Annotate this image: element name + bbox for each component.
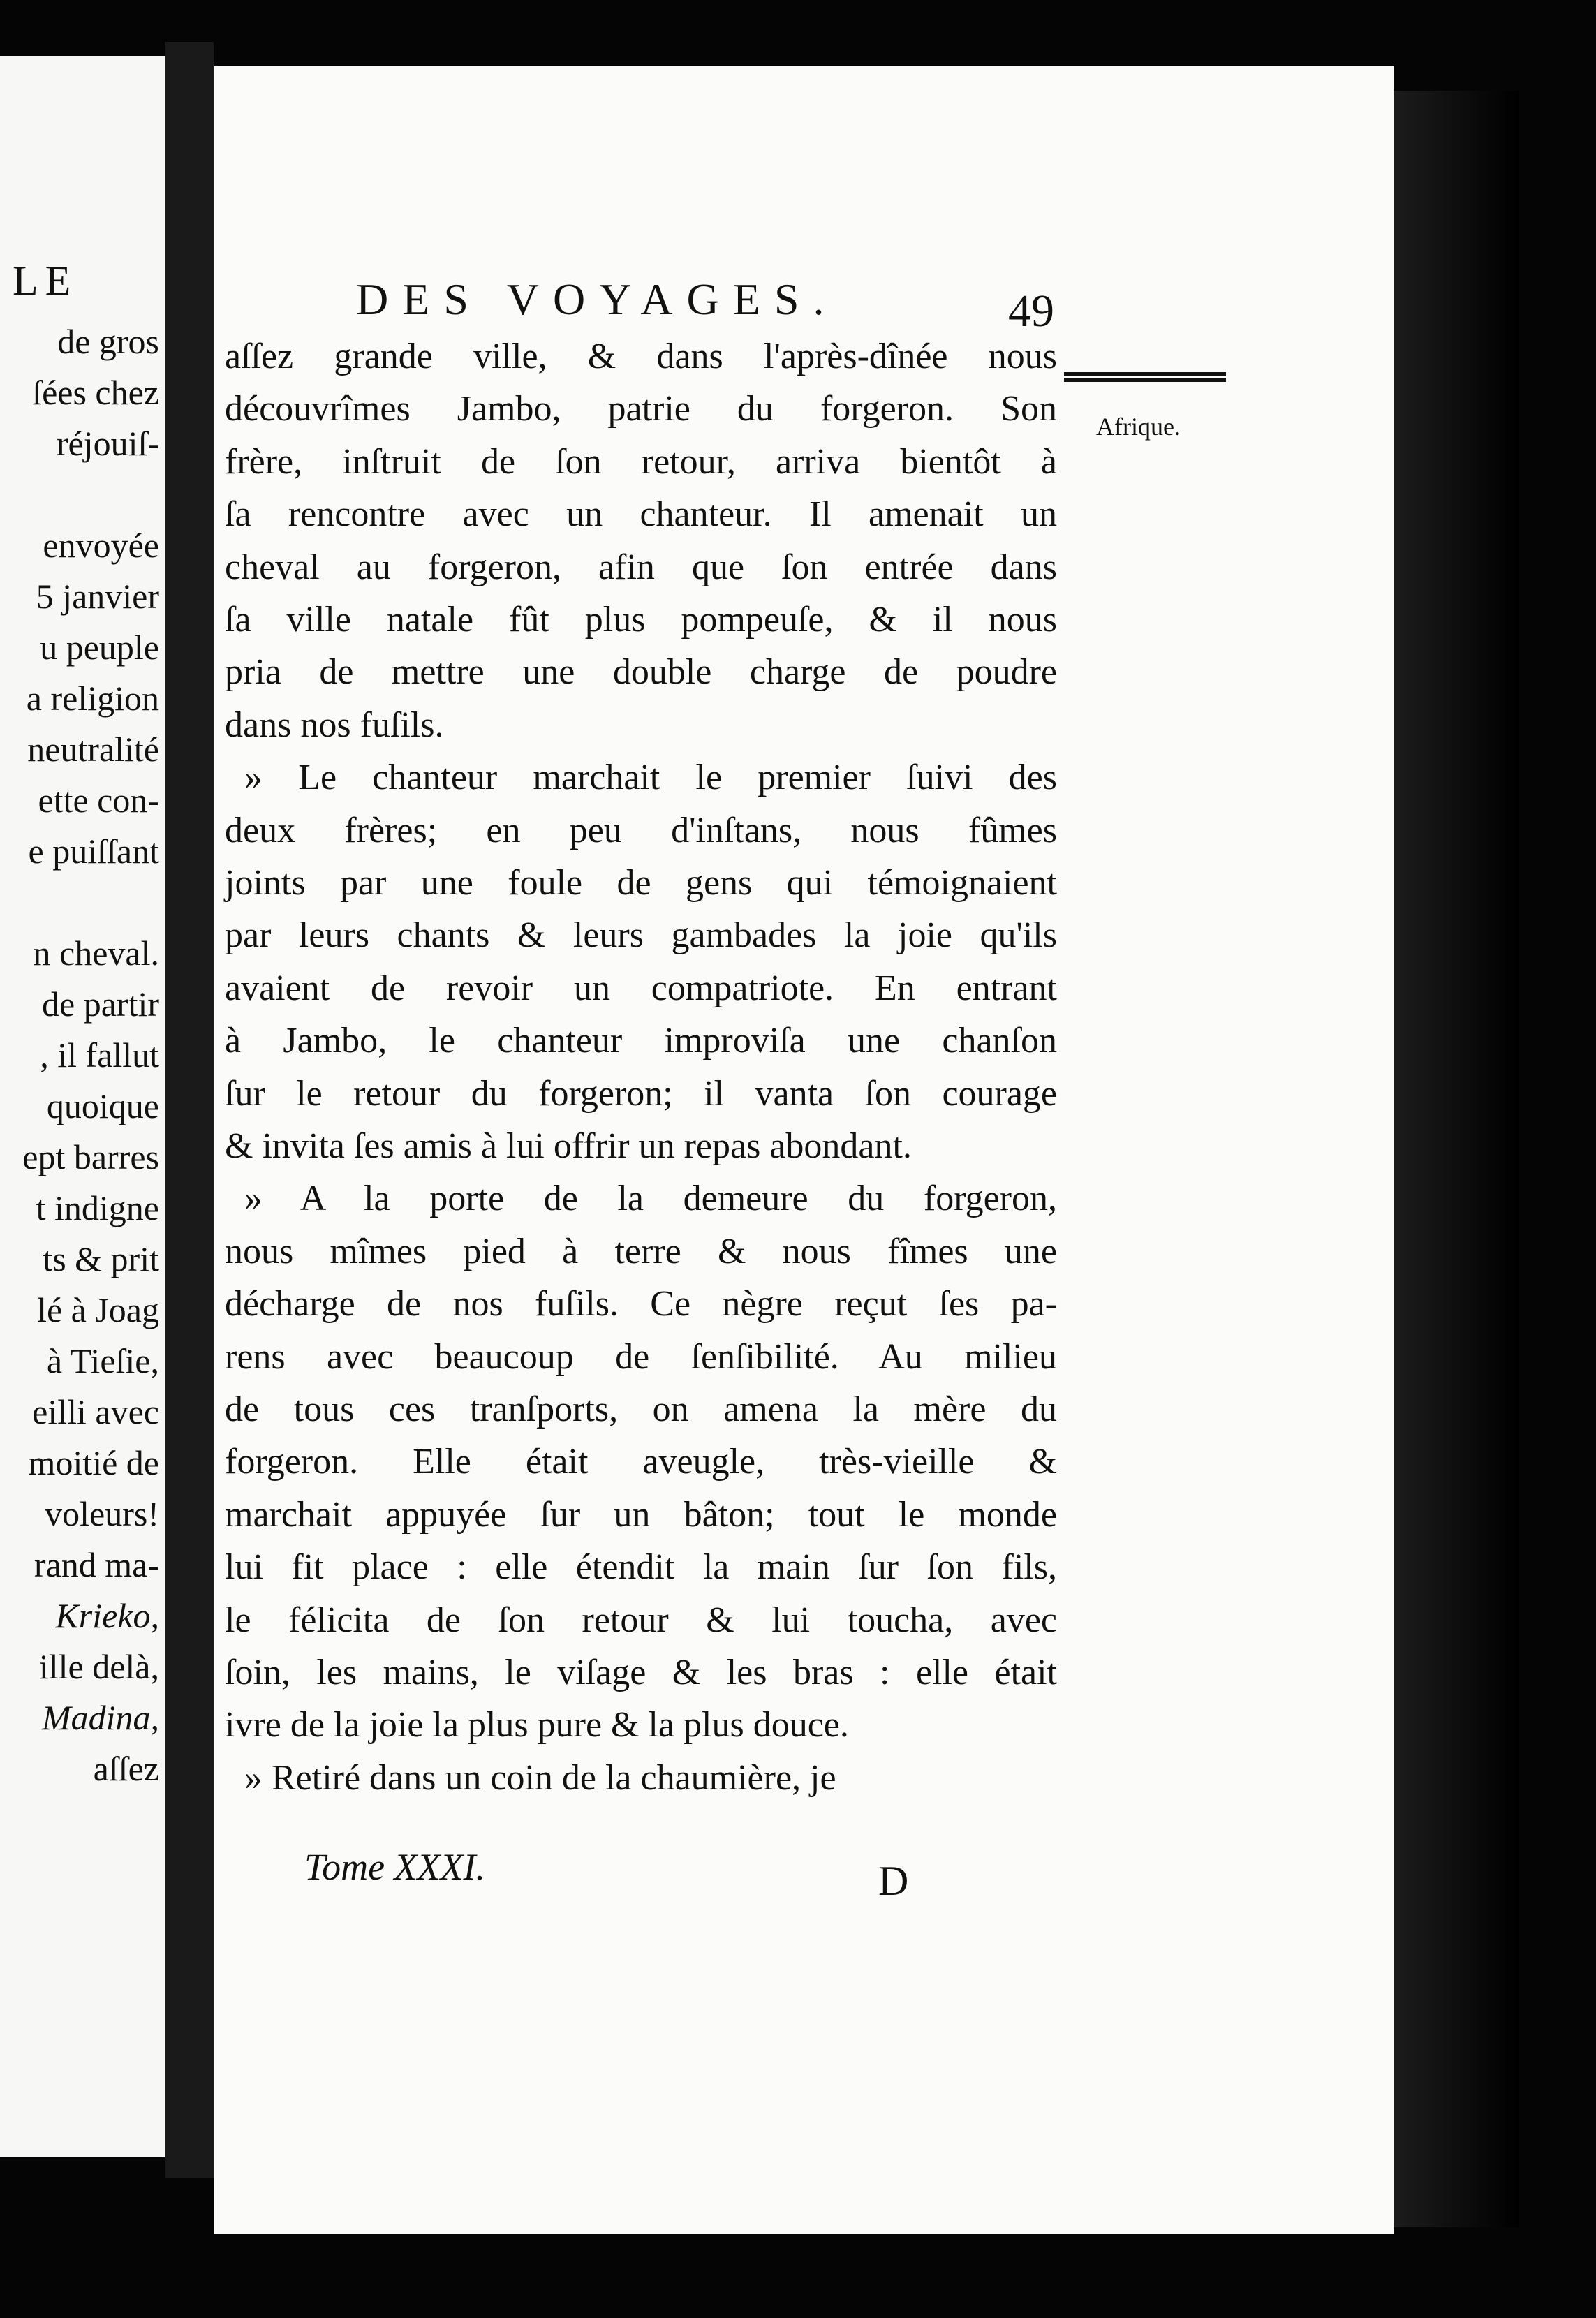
text-line: ivre de la joie la plus pure & la plus douce. <box>225 1705 849 1745</box>
previous-page-line: Madina, <box>41 1698 159 1737</box>
margin-note: Afrique. <box>1096 413 1181 441</box>
text-line: à Jambo, le chanteur improviſa une chanſon <box>225 1021 1057 1061</box>
text-line: forgeron. Elle était aveugle, très-vieille & <box>225 1442 1057 1482</box>
text-line: cheval au forgeron, afin que ſon entrée dans <box>225 547 1057 587</box>
previous-page-line: lé à Joag <box>37 1290 159 1329</box>
text-line: nous mîmes pied à terre & nous fîmes une <box>225 1231 1057 1271</box>
text-line: aſſez grande ville, & dans l'après-dînée nous <box>225 337 1057 376</box>
page-edge-shadow <box>1394 91 1519 2227</box>
previous-page-line: de gros <box>57 322 159 361</box>
previous-page-line: rand ma- <box>34 1545 159 1584</box>
text-line: deux frères; en peu d'inſtans, nous fûmes <box>225 810 1057 850</box>
previous-page-line: n cheval. <box>33 933 159 973</box>
previous-page-line: ept barres <box>22 1137 159 1176</box>
previous-page-line: Krieko, <box>55 1596 159 1635</box>
previous-page-line: t indigne <box>36 1188 159 1227</box>
text-line: avaient de revoir un compatriote. En entrant <box>225 968 1057 1008</box>
previous-page-running-head: LE <box>13 258 78 304</box>
text-line: découvrîmes Jambo, patrie du forgeron. Son <box>225 389 1057 429</box>
previous-page-line: voleurs! <box>45 1494 159 1533</box>
previous-page-fragment <box>0 56 165 2157</box>
text-line: par leurs chants & leurs gambades la joie qu'ils <box>225 915 1057 956</box>
previous-page-line: quoique <box>46 1086 159 1125</box>
text-line: ſur le retour du forgeron; il vanta ſon courage <box>225 1073 1057 1114</box>
text-line: décharge de nos fuſils. Ce nègre reçut ſes pa- <box>225 1284 1057 1324</box>
text-line: frère, inſtruit de ſon retour, arriva bientôt à <box>225 441 1057 482</box>
text-line: pria de mettre une double charge de poudre <box>225 652 1057 693</box>
text-line: & invita ſes amis à lui offrir un repas abondant. <box>225 1126 912 1166</box>
previous-page-line: moitié de <box>28 1443 159 1482</box>
text-line: ſa rencontre avec un chanteur. Il amenait un <box>225 494 1057 535</box>
previous-page-line: u peuple <box>40 628 159 667</box>
footer-volume: Tome XXXI. <box>304 1846 485 1888</box>
text-line: le félicita de ſon retour & lui toucha, avec <box>225 1600 1057 1640</box>
previous-page-line: neutralité <box>27 730 159 769</box>
text-line: » Le chanteur marchait le premier ſuivi des <box>244 758 1057 798</box>
text-line: » A la porte de la demeure du forgeron, <box>244 1179 1057 1219</box>
previous-page-line: ſées chez <box>32 373 159 412</box>
text-line: dans nos fuſils. <box>225 704 444 745</box>
running-head: DES VOYAGES. <box>356 274 838 324</box>
previous-page-line: ts & prit <box>43 1239 159 1278</box>
previous-page-line: réjouiſ- <box>56 424 159 463</box>
previous-page-line: de partir <box>42 984 159 1024</box>
previous-page-line: eilli avec <box>32 1392 159 1431</box>
previous-page-line: à Tieſie, <box>46 1341 159 1380</box>
text-line: » Retiré dans un coin de la chaumière, je <box>244 1757 836 1798</box>
previous-page-line: , il fallut <box>40 1035 159 1075</box>
previous-page-line: 5 janvier <box>36 577 159 616</box>
previous-page-line: a religion <box>26 679 159 718</box>
text-line: ſa ville natale fût plus pompeuſe, & il nous <box>225 600 1057 640</box>
previous-page-line: e puiſſant <box>28 832 159 871</box>
previous-page-line: ille delà, <box>38 1647 159 1686</box>
previous-page-line: ette con- <box>38 781 159 820</box>
text-line: lui fit place : elle étendit la main ſur ſon fils, <box>225 1547 1057 1588</box>
book-gutter <box>165 42 214 2178</box>
page-number: 49 <box>1008 286 1054 337</box>
margin-double-rule <box>1064 372 1226 390</box>
previous-page-line: envoyée <box>43 526 159 565</box>
text-line: marchait appuyée ſur un bâton; tout le monde <box>225 1494 1057 1535</box>
footer-signature-mark: D <box>878 1858 909 1904</box>
text-line: ſoin, les mains, le viſage & les bras : elle était <box>225 1653 1057 1692</box>
previous-page-line: aſſez <box>93 1749 159 1788</box>
text-line: rens avec beaucoup de ſenſibilité. Au milieu <box>225 1336 1057 1377</box>
text-line: de tous ces tranſports, on amena la mère du <box>225 1389 1057 1429</box>
text-line: joints par une foule de gens qui témoignaient <box>225 863 1057 903</box>
